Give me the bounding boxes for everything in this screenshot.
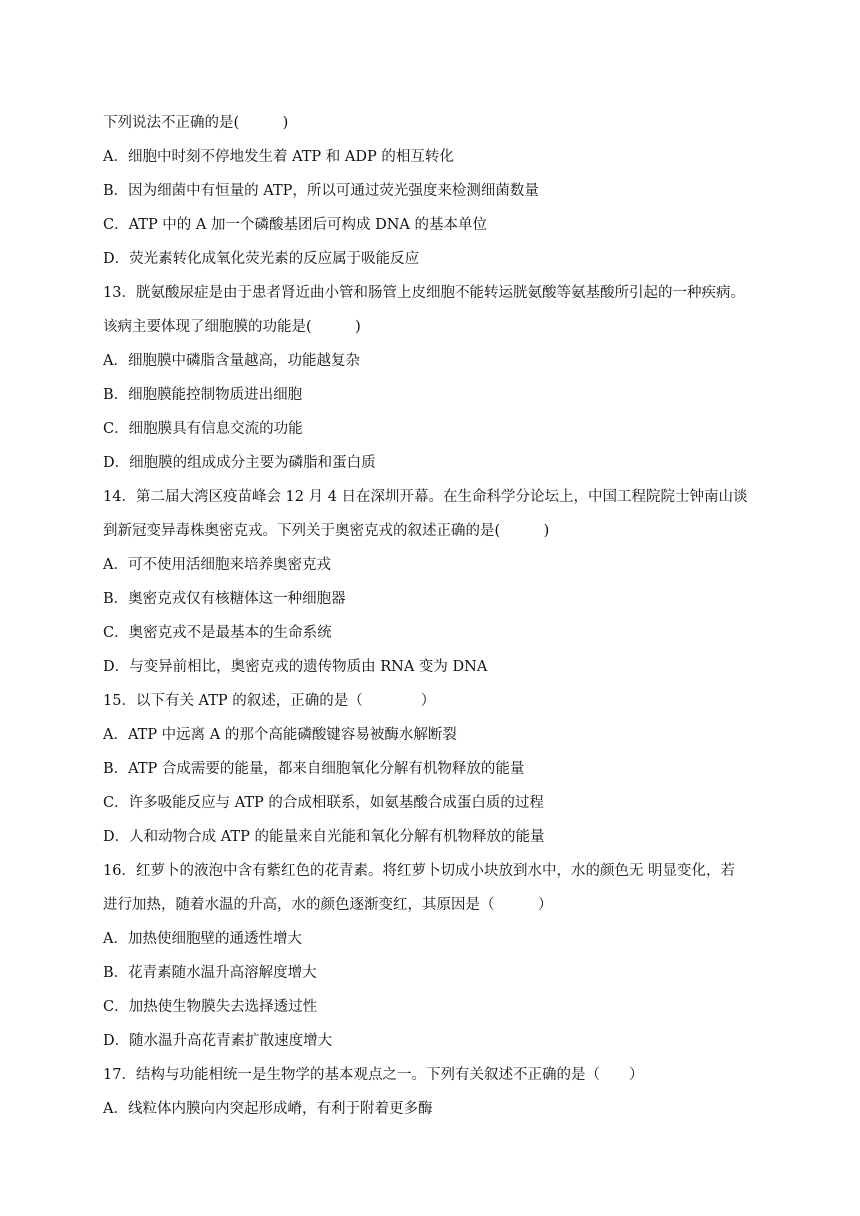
question-16-stem-continued: 进行加热，随着水温的升高，水的颜色逐渐变红，其原因是（ ） (103, 897, 553, 913)
question-16-option-a: A．加热使细胞壁的通透性增大 (103, 931, 302, 947)
question-14-option-c: C．奥密克戎不是最基本的生命系统 (103, 625, 332, 641)
question-12-option-c: C．ATP 中的 A 加一个磷酸基团后可构成 DNA 的基本单位 (103, 217, 488, 233)
question-12-option-b: B．因为细菌中有恒量的 ATP，所以可通过荧光强度来检测细菌数量 (103, 183, 539, 199)
question-16-option-d: D．随水温升高花青素扩散速度增大 (103, 1033, 333, 1049)
question-13-option-c: C．细胞膜具有信息交流的功能 (103, 421, 303, 437)
question-13-stem-continued: 该病主要体现了细胞膜的功能是( ) (103, 319, 361, 335)
question-14-option-b: B．奥密克戎仅有核糖体这一种细胞器 (103, 591, 346, 607)
question-16-option-b: B．花青素随水温升高溶解度增大 (103, 965, 317, 981)
question-13-option-d: D．细胞膜的组成成分主要为磷脂和蛋白质 (103, 455, 376, 471)
question-17-option-a: A．线粒体内膜向内突起形成嵴，有利于附着更多酶 (103, 1101, 433, 1117)
question-15-option-c: C．许多吸能反应与 ATP 的合成相联系，如氨基酸合成蛋白质的过程 (103, 795, 544, 811)
question-13-option-b: B．细胞膜能控制物质进出细胞 (103, 387, 303, 403)
question-17-stem: 17．结构与功能相统一是生物学的基本观点之一。下列有关叙述不正确的是（ ） (103, 1067, 644, 1083)
question-12-option-d: D．荧光素转化成氧化荧光素的反应属于吸能反应 (103, 251, 420, 267)
question-15-option-b: B．ATP 合成需要的能量，都来自细胞氧化分解有机物释放的能量 (103, 761, 525, 777)
question-16-option-c: C．加热使生物膜失去选择透过性 (103, 999, 318, 1015)
question-15-stem: 15．以下有关 ATP 的叙述，正确的是（ ） (103, 693, 436, 709)
question-14-option-a: A．可不使用活细胞来培养奥密克戎 (103, 557, 331, 573)
question-14-stem-continued: 到新冠变异毒株奥密克戎。下列关于奥密克戎的叙述正确的是( ) (103, 523, 550, 539)
question-15-option-d: D．人和动物合成 ATP 的能量来自光能和氧化分解有机物释放的能量 (103, 829, 545, 845)
question-13-stem: 13．胱氨酸尿症是由于患者肾近曲小管和肠管上皮细胞不能转运胱氨酸等氨基酸所引起的一种疾病。 (103, 285, 745, 301)
question-16-stem: 16．红萝卜的液泡中含有紫红色的花青素。将红萝卜切成小块放到水中，水的颜色无 明显变化，若 (103, 863, 736, 879)
question-13-option-a: A．细胞膜中磷脂含量越高，功能越复杂 (103, 353, 360, 369)
question-14-stem: 14．第二届大湾区疫苗峰会 12 月 4 日在深圳开幕。在生命科学分论坛上，中国工程院院士钟南山谈 (103, 489, 748, 505)
question-14-option-d: D．与变异前相比，奥密克戎的遗传物质由 RNA 变为 DNA (103, 659, 488, 675)
question-12-stem-end: 下列说法不正确的是( ) (103, 115, 289, 131)
question-12-option-a: A．细胞中时刻不停地发生着 ATP 和 ADP 的相互转化 (103, 149, 454, 165)
document-body (103, 106, 763, 1126)
question-15-option-a: A．ATP 中远离 A 的那个高能磷酸键容易被酶水解断裂 (103, 727, 457, 743)
